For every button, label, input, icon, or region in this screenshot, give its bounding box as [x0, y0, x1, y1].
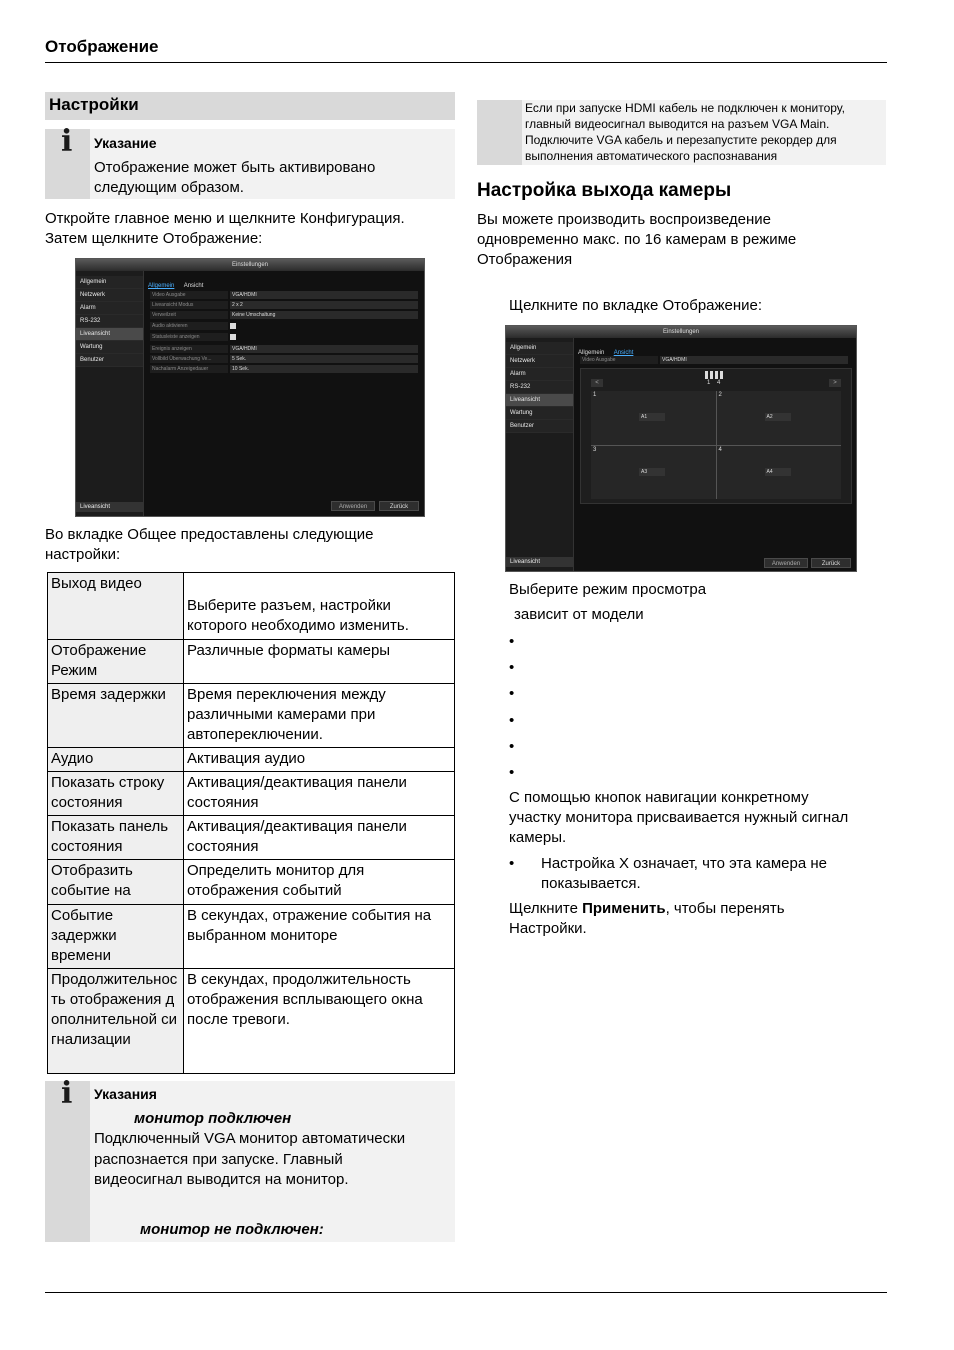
- table-row: [48, 640, 455, 684]
- note-text-line: следующим образом.: [94, 179, 244, 196]
- note-subheading: монитор не подключен:: [140, 1221, 324, 1238]
- intro-line: Затем щелкните Отображение:: [45, 230, 263, 247]
- grid-cell[interactable]: 1 A1: [591, 391, 716, 445]
- setting-desc: Время переключения между различными камерами при автопереключении.: [184, 684, 455, 748]
- sidebar-item-netzwerk[interactable]: Netzwerk: [76, 289, 143, 302]
- setting-name: Показать панель состояния: [48, 816, 184, 860]
- setting-desc: Активация/деактивация панели состояния: [184, 816, 455, 860]
- back-button[interactable]: Zurück: [379, 501, 419, 511]
- section-title: Настройки: [45, 92, 455, 120]
- note-icon-column: [477, 100, 522, 165]
- bullet: •: [509, 712, 515, 729]
- note-text-line: главный видеосигнал выводится на разъем VGA Main.: [525, 117, 830, 131]
- sidebar-item-benutzer[interactable]: Benutzer: [506, 420, 573, 433]
- info-icon: i: [61, 124, 73, 159]
- setting-desc: Различные форматы камеры: [184, 640, 455, 684]
- tab-allgemein[interactable]: Allgemein: [578, 350, 605, 356]
- sidebar-item-benutzer[interactable]: Benutzer: [76, 354, 143, 367]
- nav-text-line: С помощью кнопок навигации конкретному: [509, 789, 809, 806]
- settings-sidebar: [76, 271, 144, 516]
- camera-grid: [591, 391, 841, 499]
- prev-page-button[interactable]: <: [591, 379, 603, 387]
- sidebar-item-allgemein[interactable]: Allgemein: [76, 276, 143, 289]
- bullet: •: [509, 685, 515, 702]
- setting-desc: Определить монитор для отображения событий: [184, 860, 455, 905]
- camera-selector[interactable]: A1: [639, 413, 665, 421]
- grid-cell[interactable]: 2 A2: [717, 391, 842, 445]
- setting-row[interactable]: Vollbild Überwachung Ve... 5 Sek.: [150, 355, 420, 363]
- note-title: Указание: [94, 135, 157, 151]
- setting-row[interactable]: Video Ausgabe VGA/HDMI: [580, 356, 852, 364]
- setting-desc: Выберите разъем, настройки которого необходимо изменить.: [184, 573, 455, 640]
- setting-row[interactable]: Nachalarm Anzeigedauer 10 Sek.: [150, 365, 420, 373]
- table-intro-line: Во вкладке Общее предоставлены следующие: [45, 526, 374, 543]
- bullet: •: [509, 633, 515, 650]
- apply-button[interactable]: Anwenden: [764, 558, 808, 568]
- setting-row[interactable]: Audio aktivieren: [150, 322, 420, 330]
- sidebar-item-liveansicht[interactable]: Liveansicht: [506, 394, 573, 407]
- apply-text: Щелкните Применить, чтобы перенять: [509, 900, 785, 917]
- note-text-line: выполнения автоматического распознавания: [525, 149, 778, 163]
- page-number: 1: [707, 380, 711, 386]
- note-text-line: видеосигнал выводится на монитор.: [94, 1171, 349, 1188]
- info-icon: i: [61, 1076, 73, 1111]
- layout-icon[interactable]: [705, 371, 723, 379]
- window-title: Einstellungen: [76, 259, 424, 271]
- sidebar-bottom-item[interactable]: Liveansicht: [506, 557, 573, 567]
- click-tab-text: Щелкните по вкладке Отображение:: [509, 297, 763, 314]
- sidebar-item-wartung[interactable]: Wartung: [506, 407, 573, 420]
- note-text-line: Подключенный VGA монитор автоматически: [94, 1130, 406, 1147]
- table-row: [48, 860, 455, 905]
- apply-text-line2: Настройки.: [509, 920, 587, 937]
- sidebar-item-liveansicht[interactable]: Liveansicht: [76, 328, 143, 341]
- window-title: Einstellungen: [506, 326, 856, 338]
- next-page-button[interactable]: >: [829, 379, 841, 387]
- header-divider: [45, 62, 887, 63]
- setting-name: Событие задержки времени: [48, 905, 184, 969]
- note-text-line: Если при запуске HDMI кабель не подключен к монитору,: [525, 101, 845, 115]
- choose-mode-text: Выберите режим просмотра: [509, 581, 707, 598]
- page-number: 4: [717, 380, 721, 386]
- setting-name: Время задержки: [48, 684, 184, 748]
- bullet: •: [509, 855, 515, 872]
- nav-text-line: участку монитора присваивается нужный сигнал: [509, 809, 849, 826]
- sidebar-item-alarm[interactable]: Alarm: [76, 302, 143, 315]
- note-box-2: [45, 1076, 455, 1242]
- footer-divider: [45, 1292, 887, 1293]
- table-row: [48, 573, 455, 640]
- note-title: Указания: [94, 1086, 157, 1102]
- audio-checkbox[interactable]: [230, 323, 236, 329]
- setting-desc: Активация/деактивация панели состояния: [184, 772, 455, 816]
- bullet: •: [509, 738, 515, 755]
- sidebar-item-alarm[interactable]: Alarm: [506, 368, 573, 381]
- camera-selector[interactable]: A2: [765, 413, 791, 421]
- table-row: [48, 969, 455, 1074]
- camera-view-screenshot: [505, 325, 857, 572]
- note-text-line: Подключите VGA кабель и перезапустите рекордер для: [525, 133, 837, 147]
- depends-text: зависит от модели: [514, 606, 644, 623]
- sidebar-item-rs232[interactable]: RS-232: [76, 315, 143, 328]
- tab-ansicht[interactable]: Ansicht: [183, 283, 204, 289]
- table-row: [48, 905, 455, 969]
- grid-cell[interactable]: 4 A4: [717, 446, 842, 500]
- table-row: [48, 748, 455, 772]
- setting-row[interactable]: Verweilzeit Keine Umschaltung: [150, 311, 420, 319]
- sidebar-bottom-item[interactable]: Liveansicht: [76, 502, 143, 512]
- grid-cell[interactable]: 3 A3: [591, 446, 716, 500]
- settings-screenshot: [75, 258, 425, 517]
- intro-line: Откройте главное меню и щелкните Конфигурация.: [45, 210, 405, 227]
- view-panel: [580, 368, 852, 504]
- setting-row[interactable]: Statusleiste anzeigen: [150, 333, 420, 341]
- settings-sidebar: [506, 338, 574, 571]
- page-title: Отображение: [45, 37, 159, 56]
- bullet: •: [509, 764, 515, 781]
- setting-row[interactable]: Video Ausgabe VGA/HDMI: [150, 291, 420, 299]
- note-box: [45, 124, 455, 199]
- intro-line: одновременно макс. по 16 камерам в режиме: [477, 231, 797, 248]
- setting-desc: В секундах, продолжительность отображения всплывающего окна после тревоги.: [184, 969, 455, 1074]
- back-button[interactable]: Zurück: [811, 558, 851, 568]
- intro-line: Отображения: [477, 251, 573, 268]
- setting-name: Показать строку состояния: [48, 772, 184, 816]
- setting-row[interactable]: Liveansicht Modus 2 x 2: [150, 301, 420, 309]
- apply-button[interactable]: Anwenden: [331, 501, 375, 511]
- setting-name: Аудио: [48, 748, 184, 772]
- nav-text-line: камеры.: [509, 829, 567, 846]
- sidebar-item-netzwerk[interactable]: Netzwerk: [506, 355, 573, 368]
- setting-name: Выход видео: [48, 573, 184, 640]
- intro-line: Вы можете производить воспроизведение: [477, 211, 772, 228]
- setting-name: Отобразить событие на: [48, 860, 184, 905]
- sidebar-item-allgemein[interactable]: Allgemein: [506, 342, 573, 355]
- statusbar-checkbox[interactable]: [230, 334, 236, 340]
- x-bullet-text: Настройка X означает, что эта камера не: [541, 855, 828, 872]
- table-intro-line: настройки:: [45, 546, 121, 563]
- table-row: [48, 816, 455, 860]
- note-subheading: монитор подключен: [134, 1110, 292, 1127]
- setting-desc: Активация аудио: [184, 748, 455, 772]
- note-text-line: Отображение может быть активировано: [94, 159, 376, 176]
- sidebar-item-rs232[interactable]: RS-232: [506, 381, 573, 394]
- camera-selector[interactable]: A3: [639, 468, 665, 476]
- table-row: [48, 772, 455, 816]
- setting-desc: В секундах, отражение события на выбранном мониторе: [184, 905, 455, 969]
- settings-table: [47, 572, 455, 1074]
- setting-row[interactable]: Ereignis anzeigen VGA/HDMI: [150, 345, 420, 353]
- tab-allgemein[interactable]: Allgemein: [148, 283, 175, 289]
- setting-name: Отображение Режим: [48, 640, 184, 684]
- bullet: •: [509, 659, 515, 676]
- x-bullet-text: показывается.: [541, 875, 641, 892]
- section-heading: Настройка выхода камеры: [477, 180, 732, 201]
- tab-ansicht[interactable]: Ansicht: [613, 350, 634, 356]
- setting-name: Продолжительность отображения дополнительной сигнализации: [48, 969, 184, 1074]
- camera-selector[interactable]: A4: [765, 468, 791, 476]
- sidebar-item-wartung[interactable]: Wartung: [76, 341, 143, 354]
- table-row: [48, 684, 455, 748]
- apply-keyword: Применить: [582, 900, 666, 917]
- note-text-line: распознается при запуске. Главный: [94, 1151, 343, 1168]
- hdmi-note-box: [477, 100, 886, 165]
